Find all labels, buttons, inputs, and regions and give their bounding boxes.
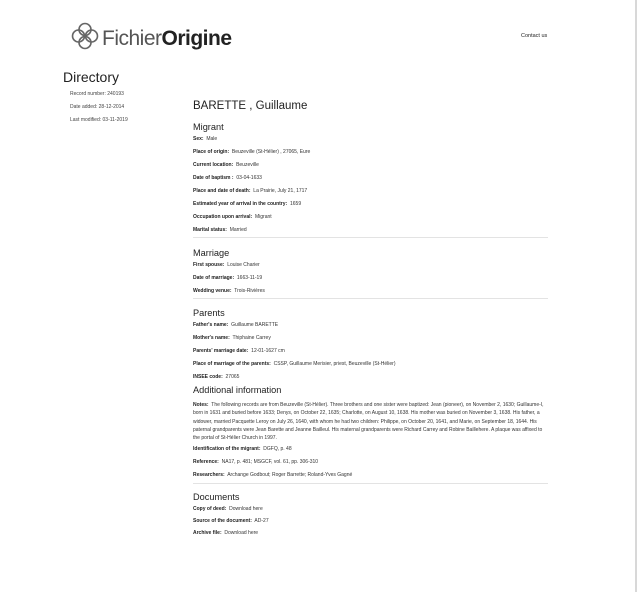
- field-row: [193, 348, 548, 361]
- field-row: [193, 530, 548, 540]
- field-label: Source of the document:: [193, 518, 252, 525]
- field-label: Date of baptism :: [193, 175, 234, 181]
- field-value: NA17, p. 481; MSGCF, vol. 61, pp. 306-310: [221, 459, 319, 466]
- field-label: Copy of deed:: [193, 506, 227, 513]
- record-number: Record number: 240193: [70, 91, 124, 97]
- field-label: Place of marriage of the parents:: [193, 361, 271, 367]
- field-value: 12-01-1627 cm: [251, 348, 285, 354]
- field-value: Louise Charier: [227, 262, 260, 268]
- field-value: 1663-11-19: [236, 275, 263, 281]
- field-row: [193, 149, 548, 162]
- record-content: [193, 100, 548, 540]
- section-divider: [193, 237, 548, 238]
- field-label: INSEE code:: [193, 374, 223, 380]
- field-value: La Prairie, July 21, 1717: [253, 188, 308, 194]
- notes-paragraph: [193, 401, 548, 442]
- field-row: [193, 361, 548, 374]
- field-row: [193, 188, 548, 201]
- field-value: Beuzeville (St-Hélier) , 27065, Eure: [231, 149, 311, 155]
- additional-section: [193, 385, 548, 483]
- field-row: [193, 262, 548, 275]
- field-row: [193, 136, 548, 149]
- field-label: Occupation upon arrival:: [193, 214, 253, 220]
- field-value: Married: [229, 227, 247, 233]
- field-value: Trois-Rivières: [234, 288, 265, 294]
- brand-light: Fichier: [102, 26, 162, 50]
- field-row: [193, 214, 548, 227]
- section-divider: [193, 298, 548, 299]
- field-label: Place of origin:: [193, 149, 230, 155]
- field-row: [193, 374, 548, 385]
- field-value: CSSP, Guillaume Merisier, priest, Beuzeville (St-Hélier): [273, 361, 396, 367]
- notes-text: The following records are from Beuzeville (St-Hélier). Three brothers and one sister were baptized: Jean (pioneer), on November 2, 1630; Guillaume-I, born in 1631 and buried before 1633; Denys, on October 22, 1635; Charlotte, on August 10, 1638. His mother was buried on November 3, 1638. His father, a widower, married Pacquette Leroy on July 26, 1640, with whom he had two children: Philippe, on October 20, 1641, and Marie, on September 18, 1644. His paternal grandparents were Jean Barette and Jeanne Bailleul. His maternal grandparents were Richard Carrey and Robine Baillehere. A plaque was affixed to the portal of St-Hélier Church in 1997.: [193, 402, 544, 442]
- field-value: Migrant: [254, 214, 272, 220]
- field-label: Identification of the migrant:: [193, 446, 261, 453]
- field-row: [193, 175, 548, 188]
- section-title: Parents: [193, 308, 225, 318]
- field-value: Male: [206, 136, 218, 142]
- section-divider: [193, 483, 548, 484]
- contact-us-link[interactable]: Contact us: [521, 33, 548, 39]
- field-row: [193, 162, 548, 175]
- field-value: DGFQ, p. 48: [263, 446, 292, 453]
- field-row: [193, 472, 548, 483]
- section-title: Documents: [193, 492, 240, 503]
- field-value: Guillaume BARETTE: [231, 322, 279, 328]
- page-title: Directory: [63, 69, 120, 85]
- section-title: Additional information: [193, 385, 282, 395]
- field-label: Parents' marriage date:: [193, 348, 249, 354]
- field-value: 27065: [225, 374, 240, 380]
- field-label: Reference:: [193, 459, 219, 466]
- site-logo[interactable]: [70, 22, 232, 54]
- field-row: [193, 506, 548, 518]
- field-value: Beuzeville: [236, 162, 259, 168]
- field-value: Archange Godbout; Roger Barrette; Roland-Yves Gagné: [227, 472, 353, 479]
- migrant-section: [193, 122, 548, 237]
- brand-bold: Origine: [161, 26, 232, 50]
- download-deed-link[interactable]: Download here: [229, 506, 263, 513]
- field-row: [193, 201, 548, 214]
- field-row: [193, 275, 548, 288]
- field-label: Date of marriage:: [193, 275, 235, 281]
- field-label: Mother's name:: [193, 335, 230, 341]
- field-value: 03-04-1633: [236, 175, 262, 181]
- clover-flower-icon: [70, 21, 100, 56]
- marriage-section: [193, 248, 548, 298]
- field-row: [193, 227, 548, 237]
- brand-name: [102, 28, 232, 49]
- field-value: Thiphaine Carrey: [232, 335, 271, 341]
- last-modified: Last modified: 03-11-2019: [70, 117, 128, 123]
- section-title: Migrant: [193, 122, 224, 132]
- field-label: Sex:: [193, 136, 204, 142]
- field-row: [193, 518, 548, 530]
- field-row: [193, 288, 548, 298]
- field-label: Researchers:: [193, 472, 225, 479]
- field-label: Marital status:: [193, 227, 227, 233]
- field-label: Place and date of death:: [193, 188, 251, 194]
- record-meta: [70, 91, 128, 130]
- section-title: Marriage: [193, 248, 230, 258]
- field-value: AD-27: [254, 518, 269, 525]
- field-row: [193, 322, 548, 335]
- field-label: Notes:: [193, 402, 209, 408]
- documents-section: [193, 492, 548, 540]
- field-row: [193, 335, 548, 348]
- field-label: Archive file:: [193, 530, 222, 537]
- field-label: First spouse:: [193, 262, 225, 268]
- field-label: Current location:: [193, 162, 234, 168]
- field-row: [193, 459, 548, 472]
- field-label: Wedding venue:: [193, 288, 232, 294]
- field-label: Estimated year of arrival in the country:: [193, 201, 288, 207]
- download-archive-link[interactable]: Download here: [224, 530, 259, 537]
- field-value: 1659: [289, 201, 302, 207]
- field-label: Father's name:: [193, 322, 229, 328]
- date-added: Date added: 28-12-2014: [70, 104, 125, 110]
- field-row: [193, 446, 548, 459]
- parents-section: [193, 308, 548, 385]
- person-name: BARETTE , Guillaume: [193, 100, 308, 112]
